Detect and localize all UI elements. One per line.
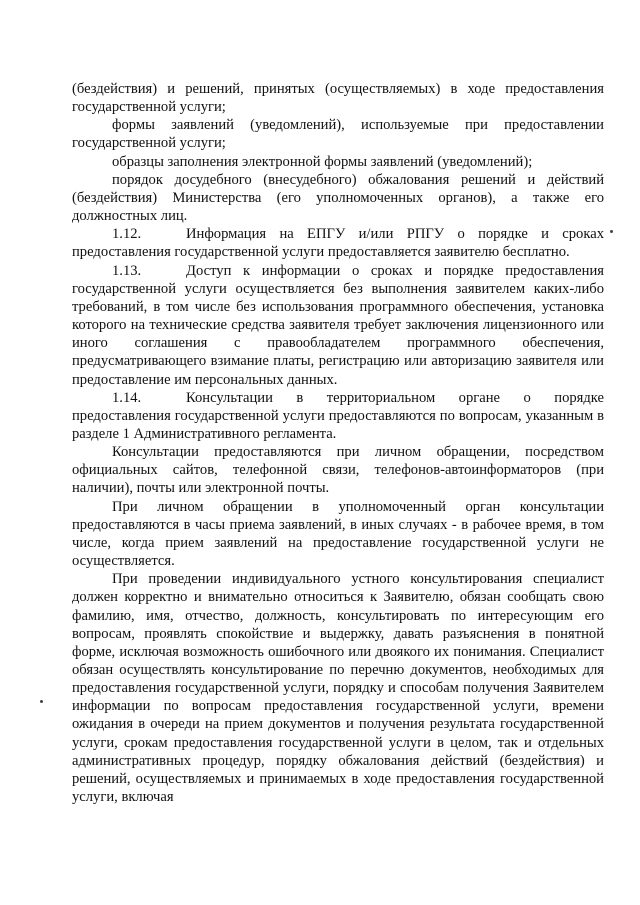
clause-text: Информация на ЕПГУ и/или РПГУ о порядке и сроках предоставления государственной услуги предоставляется заявителю бесплатно. — [72, 226, 604, 261]
clause-number: 1.14. — [112, 389, 142, 406]
clause-text: Доступ к информации о сроках и порядке предоставления государственной услуги осуществляется без выполнения заявителем каких-либо требований, в том числе без использования программного обеспечения, установка которого на технические средства заявителя требует заключения лицензионного или иного соглашения с правообладателем программного обеспечения, предусматривающего взимание платы, регистрацию или авторизацию заявителя или предоставление им персональных данных. — [72, 262, 604, 388]
paragraph-continuation: (бездействия) и решений, принятых (осуществляемых) в ходе предоставления государственной услуги; — [72, 81, 604, 116]
scan-speck — [610, 230, 613, 233]
paragraph-oral-consulting: При проведении индивидуального устного консультирования специалист должен корректно и внимательно относиться к Заявителю, обязан сообщать свою фамилию, имя, отчество, должность, консультировать по интересующим его вопросам, проявлять спокойствие и выдержку, давать разъяснения в понятной форме, исключая возможность ошибочного или двоякого их понимания. Специалист обязан осуществлять консультирование по перечню документов, необходимых для предоставления государственной услуги, порядку и способам получения Заявителем информации по вопросам предоставления государственной услуги, времени ожидания в очереди на прием документов и получения результата государственной услуги, срокам предоставления государственной услуги в целом, так и отдельных административных процедур, порядку обжалования действий (бездействия) и решений, осуществляемых и принимаемых в ходе предоставления государственной услуги, включая — [72, 571, 604, 806]
clause-1-13 — [72, 262, 604, 389]
clause-1-12 — [72, 225, 604, 261]
clause-1-14 — [72, 389, 604, 443]
clause-text: Консультации в территориальном органе о порядке предоставления государственной услуги предоставляются по вопросам, указанным в разделе 1 Административного регламента. — [72, 389, 604, 442]
document-body — [72, 80, 604, 806]
paragraph-appeal-procedure: порядок досудебного (внесудебного) обжалования решений и действий (бездействия) Министерства (его уполномоченных органов), а также его должностных лиц. — [72, 171, 604, 225]
paragraph-consultation-hours: При личном обращении в уполномоченный орган консультации предоставляются в часы приема заявлений, в иных случаях - в рабочее время, в том числе, когда прием заявлений на предоставление государственной услуги не осуществляется. — [72, 498, 604, 570]
clause-number: 1.12. — [112, 226, 142, 243]
paragraph-consultation-channels: Консультации предоставляются при личном обращении, посредством официальных сайтов, телефонной связи, телефонов-автоинформаторов (при наличии), почты или электронной почты. — [72, 444, 604, 497]
paragraph-forms: формы заявлений (уведомлений), используемые при предоставлении государственной услуги; — [72, 117, 604, 152]
clause-number: 1.13. — [112, 262, 142, 279]
paragraph-samples: образцы заполнения электронной формы заявлений (уведомлений); — [112, 153, 533, 170]
scan-speck — [40, 700, 43, 703]
